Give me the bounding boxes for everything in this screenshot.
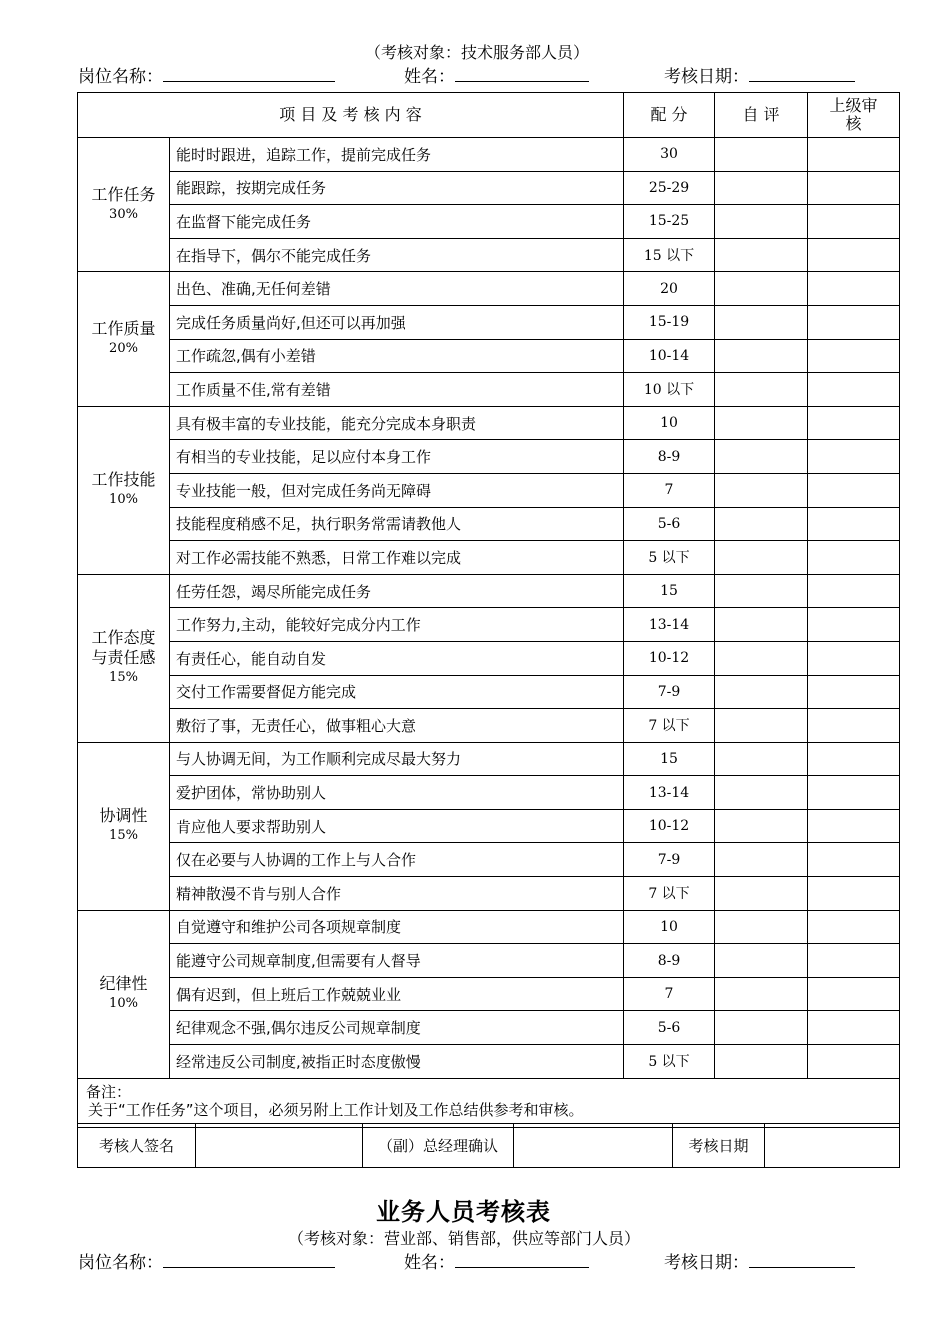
header-score: 配 分 (624, 93, 715, 138)
category-weight: 10% (109, 996, 138, 1012)
criteria-description: 纪律观念不强,偶尔违反公司规章制度 (170, 1011, 624, 1045)
name-field (404, 62, 589, 87)
name-blank[interactable] (455, 67, 589, 82)
superior-review-cell[interactable] (808, 574, 900, 608)
criteria-score: 8-9 (624, 440, 715, 474)
position-blank[interactable] (163, 67, 335, 82)
self-eval-cell[interactable] (715, 373, 808, 407)
superior-review-cell[interactable] (808, 339, 900, 373)
table-row (78, 373, 900, 407)
criteria-description: 完成任务质量尚好,但还可以再加强 (170, 305, 624, 339)
criteria-score: 5 以下 (624, 541, 715, 575)
superior-review-cell[interactable] (808, 541, 900, 575)
self-eval-cell[interactable] (715, 809, 808, 843)
self-eval-cell[interactable] (715, 742, 808, 776)
criteria-score: 8-9 (624, 944, 715, 978)
self-eval-cell[interactable] (715, 440, 808, 474)
category-name: 工作态度与责任感 (91, 628, 156, 668)
criteria-description: 能跟踪，按期完成任务 (170, 171, 624, 205)
table-row (78, 272, 900, 306)
assess-date-label: 考核日期 (673, 1124, 765, 1168)
note-cell (78, 1078, 900, 1127)
header-superior-text: 上级审核 (829, 96, 878, 133)
criteria-score: 13-14 (624, 608, 715, 642)
criteria-description: 经常违反公司制度,被指正时态度傲慢 (170, 1045, 624, 1079)
table-row (78, 944, 900, 978)
second-name-blank[interactable] (455, 1253, 589, 1268)
note-text: 关于“工作任务”这个项目，必须另附上工作计划及工作总结供参考和审核。 (88, 1100, 584, 1119)
second-name-field (404, 1248, 589, 1273)
self-eval-cell[interactable] (715, 541, 808, 575)
criteria-score: 7 (624, 473, 715, 507)
criteria-description: 工作疏忽,偶有小差错 (170, 339, 624, 373)
superior-review-cell[interactable] (808, 507, 900, 541)
self-eval-cell[interactable] (715, 776, 808, 810)
gm-confirm-text: （副）总经理确认 (377, 1136, 498, 1155)
criteria-description: 工作质量不佳,常有差错 (170, 373, 624, 407)
category-weight: 10% (109, 492, 138, 508)
table-row (78, 205, 900, 239)
criteria-score: 5-6 (624, 1011, 715, 1045)
table-row (78, 776, 900, 810)
self-eval-cell[interactable] (715, 272, 808, 306)
criteria-description: 在监督下能完成任务 (170, 205, 624, 239)
gm-confirm-field[interactable] (514, 1124, 673, 1168)
table-row (78, 977, 900, 1011)
superior-review-cell[interactable] (808, 1045, 900, 1079)
assessor-sign-label: 考核人签名 (78, 1124, 196, 1168)
superior-review-cell[interactable] (808, 138, 900, 172)
table-row (78, 574, 900, 608)
self-eval-cell[interactable] (715, 977, 808, 1011)
table-row (78, 541, 900, 575)
category-cell (78, 742, 170, 910)
date-label: 考核日期： (664, 67, 749, 87)
superior-review-cell[interactable] (808, 272, 900, 306)
superior-review-cell[interactable] (808, 977, 900, 1011)
self-eval-cell[interactable] (715, 1045, 808, 1079)
self-eval-cell[interactable] (715, 608, 808, 642)
criteria-score: 10 以下 (624, 373, 715, 407)
note-label: 备注： (86, 1082, 132, 1101)
criteria-score: 13-14 (624, 776, 715, 810)
category-name: 协调性 (99, 806, 148, 826)
criteria-description: 敷衍了事，无责任心，做事粗心大意 (170, 709, 624, 743)
category-cell (78, 910, 170, 1078)
position-label: 岗位名称： (78, 67, 163, 87)
criteria-description: 任劳任怨，竭尽所能完成任务 (170, 574, 624, 608)
table-row (78, 473, 900, 507)
table-row (78, 1045, 900, 1079)
criteria-description: 交付工作需要督促方能完成 (170, 675, 624, 709)
criteria-score: 30 (624, 138, 715, 172)
superior-review-cell[interactable] (808, 608, 900, 642)
self-eval-cell[interactable] (715, 675, 808, 709)
criteria-description: 工作努力,主动，能较好完成分内工作 (170, 608, 624, 642)
table-row (78, 742, 900, 776)
category-name: 工作技能 (91, 470, 156, 490)
criteria-description: 有责任心，能自动自发 (170, 641, 624, 675)
self-eval-cell[interactable] (715, 574, 808, 608)
signature-row (78, 1124, 900, 1168)
position-field (78, 62, 335, 87)
criteria-score: 20 (624, 272, 715, 306)
table-row (78, 440, 900, 474)
self-eval-cell[interactable] (715, 205, 808, 239)
criteria-score: 15-19 (624, 305, 715, 339)
superior-review-cell[interactable] (808, 910, 900, 944)
criteria-description: 技能程度稍感不足，执行职务常需请教他人 (170, 507, 624, 541)
category-name: 工作质量 (91, 319, 156, 339)
superior-review-cell[interactable] (808, 1011, 900, 1045)
superior-review-cell[interactable] (808, 305, 900, 339)
criteria-description: 出色、准确,无任何差错 (170, 272, 624, 306)
criteria-score: 15 (624, 742, 715, 776)
criteria-description: 精神散漫不肯与别人合作 (170, 877, 624, 911)
header-item: 项 目 及 考 核 内 容 (78, 93, 624, 138)
table-row (78, 641, 900, 675)
criteria-score: 25-29 (624, 171, 715, 205)
superior-review-cell[interactable] (808, 373, 900, 407)
second-name-label: 姓名： (404, 1253, 455, 1273)
table-row (78, 339, 900, 373)
superior-review-cell[interactable] (808, 641, 900, 675)
table-row (78, 305, 900, 339)
self-eval-cell[interactable] (715, 473, 808, 507)
category-cell (78, 138, 170, 272)
self-eval-cell[interactable] (715, 843, 808, 877)
criteria-score: 10 (624, 910, 715, 944)
superior-review-cell[interactable] (808, 171, 900, 205)
second-form-title: 业务人员考核表 (376, 1198, 551, 1226)
superior-review-cell[interactable] (808, 406, 900, 440)
signature-table (77, 1123, 900, 1168)
superior-review-cell[interactable] (808, 238, 900, 272)
header-self: 自 评 (715, 93, 808, 138)
criteria-score: 10-12 (624, 641, 715, 675)
criteria-score: 15-25 (624, 205, 715, 239)
second-date-label: 考核日期： (664, 1253, 749, 1273)
table-row (78, 809, 900, 843)
criteria-score: 10-14 (624, 339, 715, 373)
form-subtitle: （考核对象：技术服务部人员） (365, 43, 590, 62)
category-name: 纪律性 (99, 974, 148, 994)
category-weight: 30% (109, 206, 138, 222)
assess-date-field[interactable] (765, 1124, 900, 1168)
date-field (664, 62, 855, 87)
criteria-score: 7-9 (624, 843, 715, 877)
table-row (78, 608, 900, 642)
criteria-score: 15 以下 (624, 238, 715, 272)
criteria-score: 10 (624, 406, 715, 440)
second-position-blank[interactable] (163, 1253, 335, 1268)
table-row (78, 138, 900, 172)
self-eval-cell[interactable] (715, 1011, 808, 1045)
category-weight: 20% (109, 341, 138, 357)
criteria-description: 偶有迟到，但上班后工作兢兢业业 (170, 977, 624, 1011)
category-cell (78, 574, 170, 742)
self-eval-cell[interactable] (715, 944, 808, 978)
superior-review-cell[interactable] (808, 843, 900, 877)
self-eval-cell[interactable] (715, 138, 808, 172)
self-eval-cell[interactable] (715, 709, 808, 743)
self-eval-cell[interactable] (715, 507, 808, 541)
second-date-field (664, 1248, 855, 1273)
table-row (78, 877, 900, 911)
self-eval-cell[interactable] (715, 238, 808, 272)
criteria-description: 在指导下，偶尔不能完成任务 (170, 238, 624, 272)
criteria-description: 能时时跟进，追踪工作，提前完成任务 (170, 138, 624, 172)
self-eval-cell[interactable] (715, 339, 808, 373)
superior-review-cell[interactable] (808, 675, 900, 709)
criteria-score: 5 以下 (624, 1045, 715, 1079)
self-eval-cell[interactable] (715, 406, 808, 440)
superior-review-cell[interactable] (808, 205, 900, 239)
criteria-description: 自觉遵守和维护公司各项规章制度 (170, 910, 624, 944)
table-row (78, 238, 900, 272)
gm-confirm-label (363, 1124, 514, 1168)
table-row (78, 843, 900, 877)
superior-review-cell[interactable] (808, 709, 900, 743)
category-cell (78, 272, 170, 406)
second-date-blank[interactable] (749, 1253, 855, 1268)
table-row (78, 675, 900, 709)
second-position-label: 岗位名称： (78, 1253, 163, 1273)
category-name: 工作任务 (91, 184, 156, 204)
superior-review-cell[interactable] (808, 809, 900, 843)
assessor-sign-field[interactable] (196, 1124, 363, 1168)
table-row (78, 171, 900, 205)
criteria-description: 对工作必需技能不熟悉，日常工作难以完成 (170, 541, 624, 575)
criteria-score: 7 以下 (624, 709, 715, 743)
criteria-description: 仅在必要与人协调的工作上与人合作 (170, 843, 624, 877)
criteria-description: 能遵守公司规章制度,但需要有人督导 (170, 944, 624, 978)
superior-review-cell[interactable] (808, 776, 900, 810)
table-row (78, 709, 900, 743)
category-weight: 15% (109, 828, 138, 844)
criteria-score: 7-9 (624, 675, 715, 709)
assessment-table (77, 92, 900, 1128)
criteria-score: 5-6 (624, 507, 715, 541)
self-eval-cell[interactable] (715, 910, 808, 944)
category-weight: 15% (109, 670, 138, 686)
self-eval-cell[interactable] (715, 641, 808, 675)
criteria-description: 有相当的专业技能，足以应付本身工作 (170, 440, 624, 474)
second-position-field (78, 1248, 335, 1273)
criteria-description: 与人协调无间，为工作顺利完成尽最大努力 (170, 742, 624, 776)
criteria-score: 15 (624, 574, 715, 608)
table-row (78, 406, 900, 440)
criteria-description: 肯应他人要求帮助别人 (170, 809, 624, 843)
criteria-description: 专业技能一般，但对完成任务尚无障碍 (170, 473, 624, 507)
criteria-score: 7 以下 (624, 877, 715, 911)
table-row (78, 1011, 900, 1045)
second-form-subtitle: （考核对象：营业部、销售部，供应等部门人员） (288, 1229, 641, 1248)
criteria-score: 10-12 (624, 809, 715, 843)
superior-review-cell[interactable] (808, 877, 900, 911)
superior-review-cell[interactable] (808, 944, 900, 978)
table-header-row (78, 93, 900, 138)
table-row (78, 910, 900, 944)
table-row (78, 507, 900, 541)
note-row (78, 1078, 900, 1127)
name-label: 姓名： (404, 67, 455, 87)
self-eval-cell[interactable] (715, 171, 808, 205)
criteria-description: 具有极丰富的专业技能，能充分完成本身职责 (170, 406, 624, 440)
header-superior (808, 93, 900, 138)
date-blank[interactable] (749, 67, 855, 82)
category-cell (78, 406, 170, 574)
superior-review-cell[interactable] (808, 473, 900, 507)
self-eval-cell[interactable] (715, 305, 808, 339)
superior-review-cell[interactable] (808, 440, 900, 474)
superior-review-cell[interactable] (808, 742, 900, 776)
self-eval-cell[interactable] (715, 877, 808, 911)
criteria-description: 爱护团体，常协助别人 (170, 776, 624, 810)
criteria-score: 7 (624, 977, 715, 1011)
